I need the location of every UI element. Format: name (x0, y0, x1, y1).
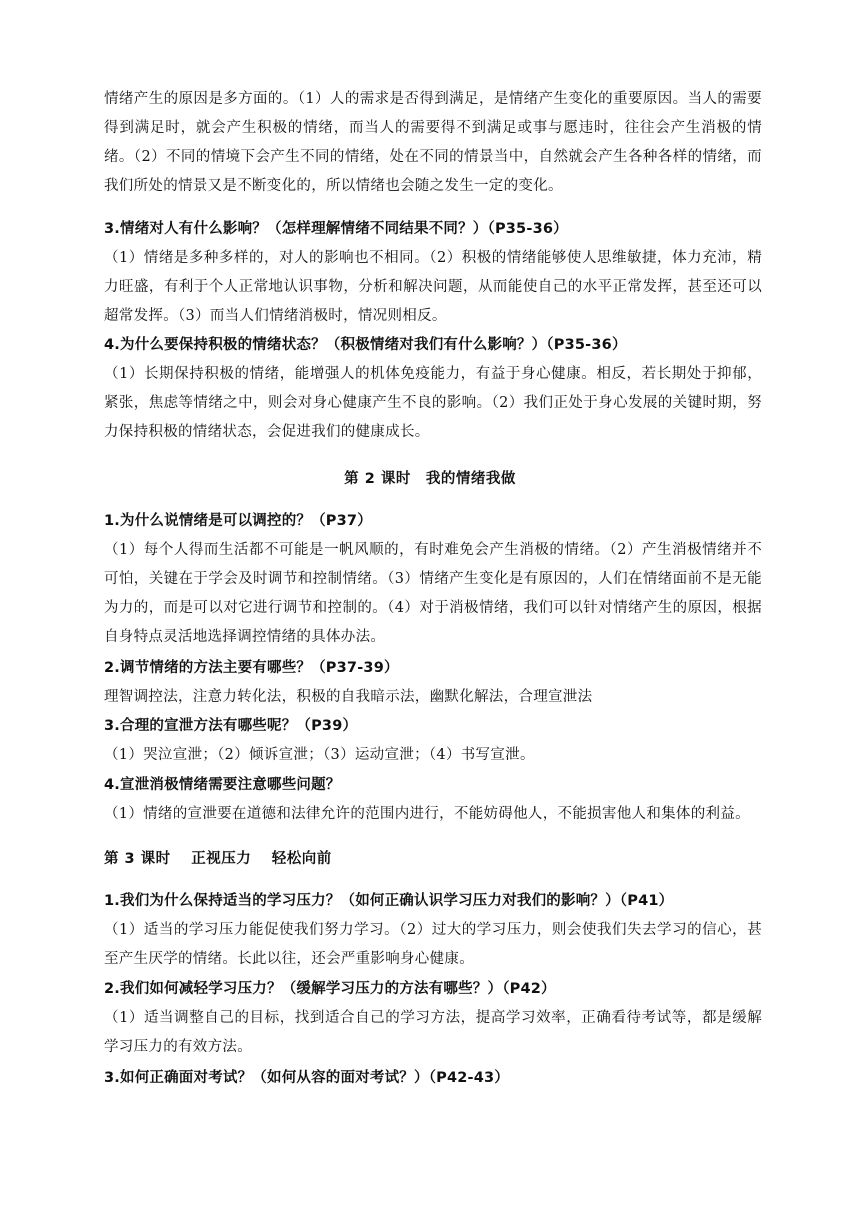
lesson-3-title: 第 3 课时 正视压力 轻松向前 (104, 851, 332, 867)
answer-paragraph: （1）情绪的宣泄要在道德和法律允许的范围内进行，不能妨碍他人，不能损害他人和集体的利益。 (104, 806, 750, 822)
section-1-q4-block (0, 331, 860, 447)
question-heading: 4.为什么要保持积极的情绪状态？（积极情绪对我们有什么影响？）（P35-36） (104, 337, 627, 353)
answer-paragraph: 理智调控法，注意力转化法，积极的自我暗示法，幽默化解法，合理宣泄法 (104, 689, 593, 705)
lesson-2-title-block (0, 465, 860, 494)
lesson-3-q3-block (0, 1064, 860, 1093)
question-heading: 2.我们如何减轻学习压力？（缓解学习压力的方法有哪些？）（P42） (104, 981, 556, 997)
answer-paragraph: （1）每个人得而生活都不可能是一帆风顺的，有时难免会产生消极的情绪。（2）产生消极情绪并不可怕，关键在于学会及时调节和控制情绪。（3）情绪产生变化是有原因的，人们在情绪面前不是无能为力的，而是可以对它进行调节和控制的。（4）对于消极情绪，我们可以针对情绪产生的原因，根据自身特点灵活地选择调控情绪的具体办法。 (104, 542, 762, 645)
answer-paragraph: （1）哭泣宣泄；（2）倾诉宣泄；（3）运动宣泄；（4）书写宣泄。 (104, 747, 535, 763)
answer-paragraph: （1）情绪是多种多样的，对人的影响也不相同。（2）积极的情绪能够使人思维敏捷，体力充沛，精力旺盛，有利于个人正常地认识事物，分析和解决问题，从而能使自己的水平正常发挥，甚至还可以超常发挥。（3）而当人们情绪消极时，情况则相反。 (104, 250, 762, 324)
lesson-2-title: 第 2 课时 我的情绪我做 (344, 471, 516, 487)
lesson-3-q1-block (0, 887, 860, 974)
question-heading: 1.为什么说情绪是可以调控的？（P37） (104, 513, 372, 529)
question-heading: 4.宣泄消极情绪需要注意哪些问题？ (104, 777, 341, 793)
intro-paragraph-block (0, 85, 860, 201)
question-heading: 3.如何正确面对考试？（如何从容的面对考试？）（P42-43） (104, 1070, 510, 1086)
question-heading: 1.我们为什么保持适当的学习压力？（如何正确认识学习压力对我们的影响？）（P41） (104, 893, 674, 909)
answer-paragraph: （1）长期保持积极的情绪，能增强人的机体免疫能力，有益于身心健康。相反，若长期处于抑郁，紧张，焦虑等情绪之中，则会对身心健康产生不良的影响。（2）我们正处于身心发展的关键时期，努力保持积极的情绪状态，会促进我们的健康成长。 (104, 366, 762, 440)
lesson-3-q2-block (0, 975, 860, 1062)
question-heading: 2.调节情绪的方法主要有哪些？（P37-39） (104, 660, 399, 676)
lesson-2-q3-block (0, 712, 860, 770)
answer-paragraph: （1）适当调整自己的目标，找到适合自己的学习方法，提高学习效率，正确看待考试等，都是缓解学习压力的有效方法。 (104, 1010, 762, 1055)
lesson-2-q2-block (0, 654, 860, 712)
lesson-2-q1-block (0, 507, 860, 652)
lesson-2-q4-block (0, 771, 860, 829)
intro-paragraph: 情绪产生的原因是多方面的。（1）人的需求是否得到满足，是情绪产生变化的重要原因。当人的需要得到满足时，就会产生积极的情绪，而当人的需要得不到满足或事与愿违时，往往会产生消极的情绪。（2）不同的情境下会产生不同的情绪，处在不同的情景当中，自然就会产生各种各样的情绪，而我们所处的情景又是不断变化的，所以情绪也会随之发生一定的变化。 (104, 91, 762, 194)
section-1-q3-block (0, 215, 860, 331)
answer-paragraph: （1）适当的学习压力能促使我们努力学习。（2）过大的学习压力，则会使我们失去学习的信心，甚至产生厌学的情绪。长此以往，还会严重影响身心健康。 (104, 922, 762, 967)
question-heading: 3.情绪对人有什么影响？（怎样理解情绪不同结果不同？）（P35-36） (104, 221, 568, 237)
question-heading: 3.合理的宣泄方法有哪些呢？（P39） (104, 718, 358, 734)
lesson-3-title-block (0, 845, 860, 874)
